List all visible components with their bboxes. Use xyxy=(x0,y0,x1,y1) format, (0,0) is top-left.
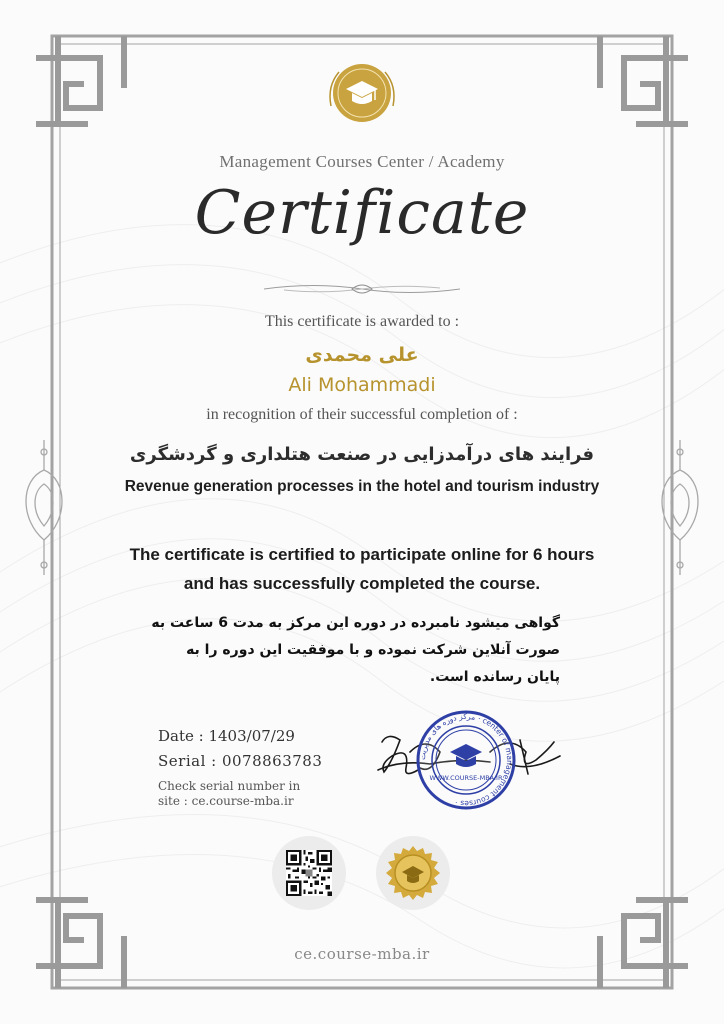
serial-check-line-1: Check serial number in xyxy=(158,779,301,793)
recognition-label: in recognition of their successful completion of : xyxy=(206,406,518,423)
course-title-english: Revenue generation processes in the hotel and tourism industry xyxy=(124,478,600,495)
organization-name: Management Courses Center / Academy xyxy=(219,152,505,171)
qr-code-badge[interactable] xyxy=(272,836,346,910)
serial-check-line-2: site : ce.course-mba.ir xyxy=(158,794,294,808)
awarded-to-label: This certificate is awarded to : xyxy=(264,313,460,330)
academy-emblem-icon xyxy=(325,56,399,130)
official-stamp xyxy=(414,708,518,812)
certification-statement-english: The certificate is certified to participate online for 6 hours and has successfully completed the course. xyxy=(129,545,595,593)
serial-number: Serial : 0078863783 xyxy=(158,752,323,770)
certification-statement-persian: گواهی میشود نامبرده در دوره این مرکز به مدت 6 ساعت به صورت آنلاین شرکت نموده و با موفقیت این دوره را به پایان رسانده است. xyxy=(151,615,560,685)
ornamental-divider xyxy=(264,280,460,298)
gold-seal-icon xyxy=(384,844,442,902)
stamp-url-text: WWW.COURSE-MBA.IR xyxy=(429,774,503,782)
issue-date: Date : 1403/07/29 xyxy=(158,727,295,745)
qr-code-icon[interactable] xyxy=(286,850,332,896)
recipient-name-persian: علی محمدی xyxy=(305,344,419,366)
footer-website: ce.course-mba.ir xyxy=(294,945,430,963)
gold-seal-badge xyxy=(376,836,450,910)
serial-check-note xyxy=(158,779,300,809)
certificate-title: Certificate xyxy=(194,178,530,248)
course-title-persian: فرایند های درآمدزایی در صنعت هتلداری و گردشگری xyxy=(129,444,595,465)
recipient-name-english: Ali Mohammadi xyxy=(288,374,436,396)
stamp-ring-text: مرکز دوره های مدیریت · center of management courses · xyxy=(417,711,515,809)
